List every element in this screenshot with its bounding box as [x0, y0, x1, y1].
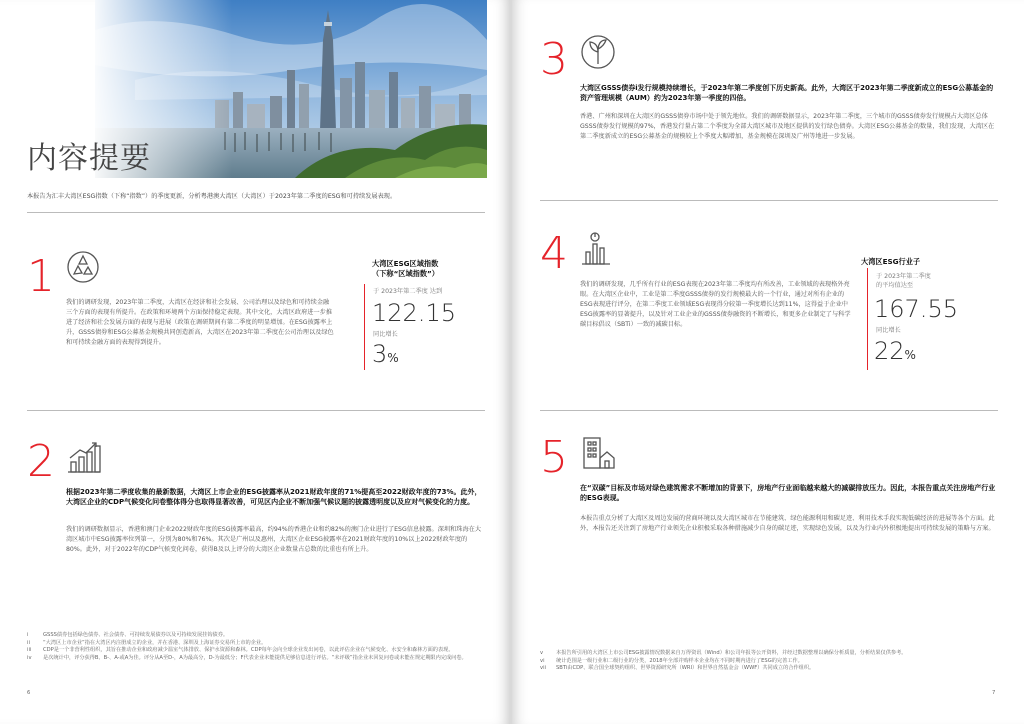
footnote-text: 统计范围是一级行业和二级行业的分类，2018年全部并购样本企业均在不同时期内进行了ESG的完善工作。 — [556, 657, 803, 664]
footnote-mark: vi — [540, 657, 545, 664]
footnote-mark: iii — [27, 647, 32, 653]
stat-accent-line — [364, 284, 365, 370]
divider — [27, 410, 485, 411]
footnote — [27, 640, 485, 648]
bar-chart-growth-icon — [66, 440, 102, 474]
footnote-mark: vii — [540, 665, 546, 671]
section-2-body: 我们的调研数据显示，香港和澳门企业2022财政年度的ESG披露率最高，约94%的香港企业和约82%的澳门企业进行了ESG信息披露。深圳和珠海在大湾区城市中ESG披露率位列第一，分别为80%和76%。其次是广州以及惠州，大湾区企业ESG披露率在2021财政年度的10%以上2022财政年度的80%。此外，对于2022年的CDP气候变化问卷，获得B及以上评分的大湾区企业数量占总数的比重也有所上升。 — [66, 526, 482, 553]
footnote — [27, 632, 485, 640]
section-3-number: 3 — [540, 34, 568, 85]
footnote — [27, 647, 485, 655]
section-3-bold: 大湾区GSSS债券i发行规模持续增长，于2023年第二季度创下历史新高。此外，大湾区于2023年第二季度新成立的ESG公募基金的资产管理规模（AUM）约为2023年第一季度的四倍。 — [580, 84, 994, 102]
footnote — [540, 650, 998, 658]
section-2-number: 2 — [27, 436, 55, 487]
footnote-mark: i — [27, 632, 29, 638]
section-1-stat-title: 大湾区ESG区域指数 （下称“区域指数”） — [372, 259, 439, 278]
stat-accent-line — [867, 268, 868, 370]
intro-text: 本报告为汇丰大湾区ESG指数（下称“指数”）的季度更新，分析粤港澳大湾区（大湾区）于2023年第二季度的ESG和可持续发展表现。 — [27, 193, 397, 200]
footnote-text: GSSS债券包括绿色债券、社会债券、可持续发展债券以及可持续发展挂钩债券。 — [43, 632, 229, 638]
footnote-mark: ii — [27, 639, 30, 646]
page-number: 6 — [27, 690, 31, 696]
section-1-stat-value: 122.15 — [372, 299, 456, 327]
section-3-body: 香港、广州和深圳在大湾区的GSSS债券市场中处于领先地位。我们的调研数据显示，2023年第二季度，三个城市的GSSS债券发行规模占大湾区总体GSSS债券发行规模的97%，香港发行量占第二个季度为全部大湾区城市及地区提供的发行绿色债券。大湾区ESG公募基金的数量，我们发现，大湾区在第二季度新成立的ESG公募基金的规模较上个季度大幅增加，基金规模在深圳及广州等地进一步发展。 — [580, 113, 995, 140]
footnote — [540, 665, 998, 673]
section-4-stat-value: 167.55 — [874, 295, 958, 323]
divider — [27, 212, 485, 213]
footnotes — [540, 650, 998, 673]
city-skyline-photo — [95, 0, 487, 178]
section-4-body: 我们的调研发现，几乎所有行业的ESG表现在2023年第二季度均有所改善，工业领域的表现格外亮眼。在大湾区企业中，工业是第二季度GSSS债券的发行规模最大的一个行业，通过对所有企业的ESG表现进行评分，在第二季度工业领域ESG表现得分较第一季度增长达到11%，这得益于企业中ESG披露率的显著提升，以及针对工业企业的GSSS债券融资的不断增长，和更多企业制定了与科学碳目标倡议（SBTi）一致的减碳目标。 — [580, 281, 851, 328]
footnote-text: “大湾区上市企业”指在大湾区内注册成立的企业，并在香港、深圳及上海证券交易所上市的企业。 — [43, 639, 267, 646]
section-1-body: 我们的调研发现，2023年第二季度，大湾区在经济和社会发展、公司治理以及绿色和可持续金融三个方面的表现有所提升。在政策和环境两个方面保持稳定表现。其中文化，大湾区政府进一步推进了经济和社会发展方面的表现与进展（政策在调研期间有第二季度的明显增加。在ESG披露率上升，GSSS债券和ESG公募基金规模共同创造新高，大湾区在2023年第二季度在公司治理以及绿色和可持续金融方面的表现得到提升。 — [66, 299, 334, 346]
left-page — [0, 0, 510, 724]
building-house-icon — [580, 434, 616, 470]
section-5-bold: 在“双碳”目标及市场对绿色建筑需求不断增加的背景下，房地产行业面临越来越大的减碳排放压力。因此，本报告重点关注房地产行业的ESG表现。 — [580, 484, 996, 502]
footnote-mark: v — [540, 650, 544, 656]
right-page — [512, 0, 1024, 724]
footnote-text: 是次统计中，评分获得B、B-、A-或A为佳。评分从A至D-，A为最高分，D-为最低分；F代表企业未能提供足够信息进行评估。“未评级”指企业未回复问卷或未能在规定期限内完成问卷。 — [43, 654, 467, 661]
section-4-stat-title: 大湾区ESG行业子 — [861, 257, 921, 266]
footnote-text: 本报告所引用的大湾区上市公司ESG披露情况数据来自万得资讯（Wind）和公司年报等公开资料，并经过数据整理以确保分析质量，分析结果仅供参考。 — [556, 650, 907, 656]
divider — [540, 200, 998, 201]
footnote — [540, 658, 998, 666]
section-4-growth-unit: % — [904, 348, 916, 362]
footnotes — [27, 632, 485, 662]
section-4-stat-label: 于 2023年第二季度 的平均值达至 — [876, 273, 931, 289]
section-4-growth-value: 22 — [874, 337, 905, 365]
section-4-growth — [874, 337, 916, 365]
section-4-growth-label: 同比增长 — [876, 327, 901, 334]
section-1-number: 1 — [27, 251, 55, 302]
section-5-number: 5 — [540, 432, 568, 483]
section-1-stat-label: 于 2023年第二季度 达到 — [373, 288, 443, 295]
footnote-text: CDP是一个非营利性组织，其旨在推动企业和政府减少温室气体排放、保护水资源和森林。CDP每年会向全球企业发出问卷，以此评估企业在气候变化、水安全和森林方面的表现。 — [43, 647, 454, 653]
section-1-growth-unit: % — [387, 351, 399, 365]
section-1-growth-value: 3 — [372, 340, 388, 368]
plant-leaf-icon — [580, 34, 616, 70]
industry-chart-icon — [580, 230, 616, 266]
footnote — [27, 655, 485, 663]
recycle-arrows-icon — [66, 250, 100, 284]
section-2-bold: 根据2023年第二季度收集的最新数据，大湾区上市企业的ESG披露率从2021财政年度的71%提高至2022财政年度的73%。此外，大湾区企业的CDP气候变化问卷整体得分也取得显著改善，可见区内企业不断加强气候议题的披露透明度以及应对气候变化的力度。 — [66, 488, 482, 506]
section-4-number: 4 — [540, 228, 568, 279]
page-number: 7 — [992, 690, 996, 696]
section-5-body: 本报告重点分析了大湾区及周边发展的营商环境以及大湾区城市在节能建筑、绿色能源利用和碳足迹、利用技术手段实现低碳经济的进展等各个方面。此外，本报告还关注到了房地产行业领先企业积极采取各种措施减少自身的碳足迹，实现绿色发展，以及为行业内外积极地提出可持续发展的策略与方案。 — [580, 515, 995, 532]
section-1-growth-label: 同比增长 — [373, 331, 398, 338]
page-title: 内容提要 — [27, 141, 151, 176]
divider — [540, 410, 998, 411]
footnote-text: SBTi由CDP、联合国全球契约组织、世界资源研究所（WRI）和世界自然基金会（WWF）共同成立的合作组织。 — [556, 665, 815, 671]
section-1-growth — [372, 340, 399, 368]
footnote-mark: iv — [27, 654, 32, 661]
